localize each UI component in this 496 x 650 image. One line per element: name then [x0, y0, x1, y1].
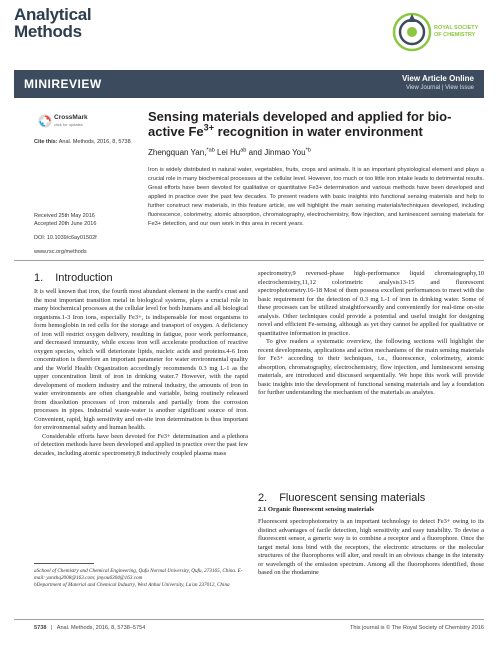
- divider: [14, 260, 484, 261]
- abstract-text: Iron is widely distributed in natural water, vegetables, fruits, crops and animals. It is an important physiological element and plays a crucial role in many biochemical processes at the cellular level. However, too much or too little iron intake leads to detrimental results. Great efforts have been devoted for qualitative or quantitative Fe3+ determination and various methods have been developed and applied in practice over the past few decades. To present readers with basic insights into functional sensing materials and help to further construct new materials, in this feature article, we will highlight the main sensing materials/techniques developed, including fluorescence, colorimetry, atomic absorption, chromatography, electrochemistry, flow injection, and luminescent sensing materials for Fe3+ detection, and our own work in this area in recent years.: [148, 167, 484, 227]
- section-title: Introduction: [55, 272, 113, 284]
- paragraph: Fluorescent spectrophotometry is an important technology to detect Fe3+ owing to its distinct advantages of facile detection, high sensitivity and easy tunability. To devise a fluorescent sensor, a generic way is to combine a receptor and a fluorophore. Once the target metal ions bind with the receptors, the electronic structures or the molecular structures of the fluorophores will alter, and result in an obvious change in the intensity or wavelength of the emission spectrum. Among all the fluorophores identified, those based on the rhodamine: [258, 518, 484, 576]
- journal-title-line2: Methods: [14, 22, 82, 41]
- author-name[interactable]: Lei Hu: [214, 148, 241, 157]
- footnote-divider: [34, 563, 94, 564]
- article-type-banner: [14, 70, 484, 98]
- section-heading-fluorescent: [258, 488, 484, 506]
- paragraph: To give readers a systematic overview, the following sections will highlight the recent developments, applications and action mechanisms of the main sensing materials for Fe3+ according to their techniques, i.e., fluorescence, colorimetry, atomic absorption, chromatography, electrochemistry, flow injection, and luminescent sensing materials, are introduced and discussed sequentially. We hope this work will provide basic insights into the development of functional sensing materials and lay a foundation for further understanding the mechanism of the materials as analytes.: [258, 338, 484, 396]
- section-number: 1.: [34, 272, 44, 284]
- rsc-logo[interactable]: [392, 12, 482, 54]
- article-title: [148, 109, 478, 139]
- footer-copyright: This journal is © The Royal Society of Chemistry 2016: [350, 625, 484, 631]
- journal-issue-links: [406, 85, 474, 91]
- footer-citation: Anal. Methods, 2016, 8, 5738–5754: [56, 625, 146, 631]
- footnote-b: bDepartment of Material and Chemical Industry, West Anhui University, Lu'an 237012, China: [34, 582, 230, 588]
- author-list: Zhengquan Yan,$^{*ab}$ Lei $Hu^{ab}$ and Jinmao You$^{*b}$: [148, 147, 311, 157]
- section-title: Fluorescent sensing materials: [279, 492, 426, 504]
- cite-label: Cite this:: [34, 139, 58, 145]
- affiliation-footnotes: [34, 568, 248, 589]
- paragraph: It is well known that iron, the fourth most abundant element in the earth's crust and the most important transition metal in biological systems, plays a crucial role in many biochemical processes at the cellular level for both humans and all biological organisms.1-3 Iron ions, especially Fe3+, is indispensable for most organisms to form hemoglobin in red cells for the storage and transport of oxygen. A deficiency of iron will restrict oxygen delivery, resulting in fatigue, poor work performance, and decreased immunity, while excess iron will accelerate production of reactive oxygen species, which will deteriorate lipids, nucleic acids and proteins.4-6 Iron concentration is therefore an important parameter for water environmental quality and the World Health Organization accordingly recommends 0.3 mg L-1 as the upper concentration limit of iron in drinking water.7 However, with the rapid development of modern industry and the mineral industry, the amounts of iron in water environments are often changeable and variable, being routinely released from dissolution processes of iron minerals and partially from the corrosion processes in pipes. Industrial waste-water is another significant source of iron. Convenient, rapid, high sensitivity and on-site iron determination is thus important for environmental safety and human health.: [34, 288, 248, 431]
- right-column-section2-body: [258, 518, 484, 578]
- subsection-title: 2.1 Organic fluorescent sensing materials: [258, 506, 374, 513]
- journal-url-link[interactable]: www.rsc.org/methods: [34, 249, 87, 255]
- paragraph: spectrometry,9 reversed-phase high-performance liquid chromatography,10 electrochemistry,11,12 colorimetric analysis13-15 and fluorescent spectrophotometry.16-18 Most of them possess excellent performances to meet with the basic requirement for the detection of 0.3 mg L-1 of iron in drinking water. Some of these processes can be utilized straightforwardly and conveniently for real-time on-site analysis. Other techniques could provide a potential and useful insight for designing novel and efficient Fe-sensing, although as yet they cannot be applied for qualitative or quantitative information in practice.: [258, 270, 484, 337]
- view-journal-link[interactable]: View Journal: [405, 85, 441, 91]
- accepted-date: Accepted 20th June 2016: [34, 221, 97, 227]
- author-name[interactable]: and Jinmao You: [246, 148, 306, 157]
- page-number: 5738: [34, 625, 47, 631]
- right-column-body: [258, 270, 484, 398]
- rsc-emblem-icon: [392, 12, 432, 52]
- article-type-label: MINIREVIEW: [24, 77, 102, 91]
- cite-line: [34, 139, 131, 145]
- received-date: Received 25th May 2016: [34, 213, 95, 219]
- link-separator: |: [441, 85, 444, 91]
- publisher-line2: OF CHEMISTRY: [434, 32, 476, 38]
- view-article-online-link[interactable]: View Article Online: [401, 74, 474, 83]
- publisher-line1: ROYAL SOCIETY: [434, 25, 479, 31]
- view-issue-link[interactable]: View Issue: [445, 85, 474, 91]
- paragraph: Considerable efforts have been devoted for Fe3+ determination and a plethora of detection methods have been developed and applied in practice over the past few decades, including atomic spectrometry,8 inductively coupled plasma mass: [34, 432, 248, 457]
- article-title-line2: active $Fe^{3+}$ recognition in water environment: [148, 122, 423, 139]
- page-footer-left: [34, 625, 145, 631]
- journal-title-line1: Analytical: [14, 5, 92, 24]
- footnote-a: aSchool of Chemistry and Chemical Engineering, Qufu Normal University, Qufu, 273165, China. E-mail: yanzhq2008@163.com; jmyou6304@163.com: [34, 568, 243, 581]
- doi-link[interactable]: DOI: 10.1039/c6ay01502f: [34, 235, 97, 241]
- section-number: 2.: [258, 492, 268, 504]
- left-column-body: [34, 288, 248, 458]
- crossmark-label: CrossMark: [54, 114, 88, 121]
- crossmark-icon: [38, 114, 52, 128]
- footer-separator: |: [51, 625, 53, 631]
- section-heading-introduction: [34, 268, 248, 286]
- crossmark-badge[interactable]: [38, 112, 100, 130]
- cite-value: Anal. Methods, 2016, 8, 5738: [58, 139, 131, 145]
- author-name[interactable]: Zhengquan Yan,: [148, 148, 207, 157]
- crossmark-sublabel: click for updates: [54, 122, 83, 127]
- footer-divider: [14, 619, 484, 620]
- journal-title[interactable]: [14, 6, 91, 40]
- article-title-line1: Sensing materials developed and applied for bio-: [148, 109, 452, 124]
